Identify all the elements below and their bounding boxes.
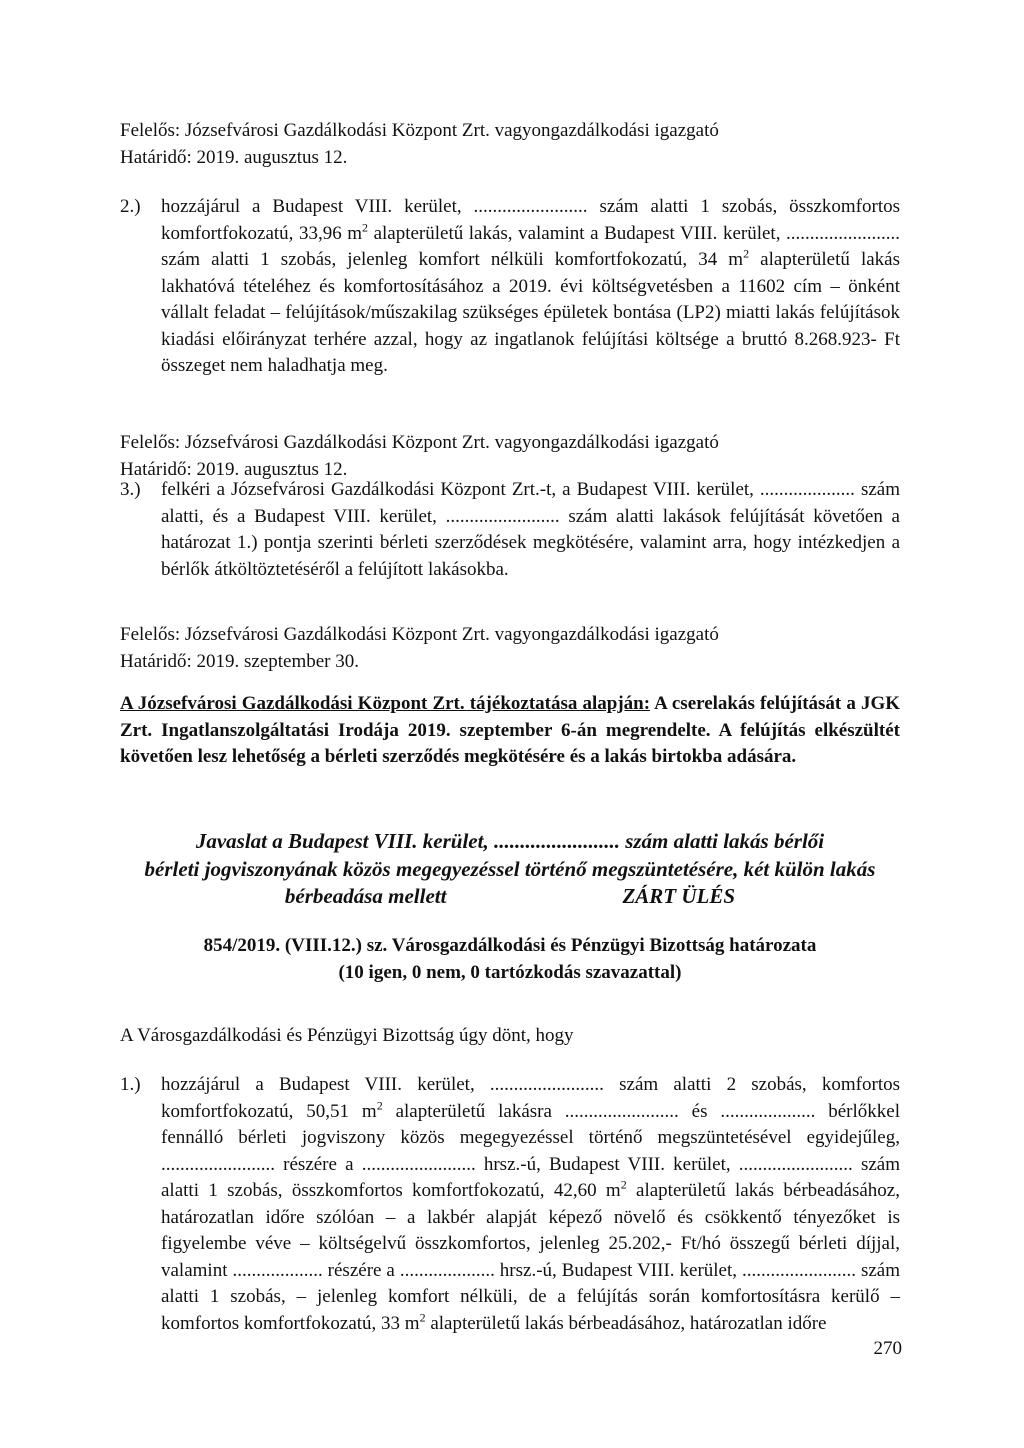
proposal-title-line-2: bérleti jogviszonyának közös megegyezéssel történő megszüntetésére, két külön lakás bbox=[144, 856, 876, 881]
deadline-line-2: Határidő: 2019. augusztus 12. bbox=[120, 459, 348, 480]
deadline-line-3: Határidő: 2019. szeptember 30. bbox=[120, 651, 360, 672]
closed-session-label: ZÁRT ÜLÉS bbox=[622, 884, 736, 908]
page-number: 270 bbox=[873, 1338, 902, 1359]
resolution-title: 854/2019. (VIII.12.) sz. Városgazdálkodási és Pénzügyi Bizottság határozata bbox=[203, 935, 817, 956]
resolution-heading bbox=[120, 933, 900, 986]
item-number-3: 3.) bbox=[120, 479, 141, 500]
item-3-text: felkéri a Józsefvárosi Gazdálkodási Központ Zrt.-t, a Budapest VIII. kerület, .................... szám alatti, és a Budapest VIII. kerület, ........................ szám alatti lakások felújítását követően a határozat 1.) pontja szerinti bérleti szerződések megkötésére, valamint arra, hogy intézkedjen a bérlők átköltöztetéséről a felújított lakásokba. bbox=[161, 479, 900, 580]
proposal-title bbox=[120, 828, 900, 911]
item-number-1: 1.) bbox=[120, 1074, 141, 1095]
item-number-2: 2.) bbox=[120, 196, 141, 217]
resolution-intro: A Városgazdálkodási és Pénzügyi Bizottság úgy dönt, hogy bbox=[120, 1025, 574, 1046]
responsible-line-3: Felelős: Józsefvárosi Gazdálkodási Központ Zrt. vagyongazdálkodási igazgató bbox=[120, 624, 719, 645]
proposal-title-line-1: Javaslat a Budapest VIII. kerület, ........................ szám alatti lakás bérlői bbox=[195, 829, 825, 853]
item-1-text: hozzájárul a Budapest VIII. kerület, ........................ szám alatti 2 szobás, komfortos komfortfokozatú, 50,51 $m^2$ alapterületű lakásra ........................ és .................... bérlőkkel fennálló bérleti jogviszony közös megegyezéssel történő megszüntetésével egyidejűleg, ........................ részére a ........................ hrsz.-ú, Budapest VIII. kerület, ........................ szám alatti 1 szobás, összkomfortos komfortfokozatú, 42,60 $m^2$ alapterületű lakás bérbeadásához, határozatlan időre szólóan – a lakbér alapját képező növelő és csökkentő tényezőket is figyelembe véve – költségelvű összkomfortos, jelenleg 25.202,- Ft/hó összegű bérleti díjjal, valamint ................... részére a .................... hrsz.-ú, Budapest VIII. kerület, ........................ szám alatti 1 szobás, – jelenleg komfort nélküli, de a felújítás során komfortosításra kerülő – komfortos komfortfokozatú, 33 $m^2$ alapterületű lakás bérbeadásához, határozatlan időre bbox=[161, 1074, 900, 1334]
info-source-label: A Józsefvárosi Gazdálkodási Központ Zrt. tájékoztatása alapján: bbox=[120, 693, 651, 714]
info-paragraph: A Józsefvárosi Gazdálkodási Központ Zrt. tájékoztatása alapján: A cserelakás felújítását a JGK Zrt. Ingatlanszolgáltatási Irodája 2019. szeptember 6-án megrendelte. A felújítás elkészültét követően lesz lehetőség a bérleti szerződés megkötésére és a lakás birtokba adására. bbox=[120, 693, 901, 767]
deadline-line-1: Határidő: 2019. augusztus 12. bbox=[120, 147, 348, 168]
responsible-line-2: Felelős: Józsefvárosi Gazdálkodási Központ Zrt. vagyongazdálkodási igazgató bbox=[120, 432, 719, 453]
responsible-line-1: Felelős: Józsefvárosi Gazdálkodási Központ Zrt. vagyongazdálkodási igazgató bbox=[120, 120, 719, 141]
resolution-votes: (10 igen, 0 nem, 0 tartózkodás szavazattal) bbox=[338, 961, 682, 983]
item-2-text: hozzájárul a Budapest VIII. kerület, ........................ szám alatti 1 szobás, összkomfortos komfortfokozatú, 33,96 $m^2$ alapterületű lakás, valamint a Budapest VIII. kerület, ........................ szám alatti 1 szobás, jelenleg komfort nélküli komfortfokozatú, 34 $m^2$ alapterületű lakás lakhatóvá tételéhez és komfortosításához a 2019. évi költségvetésben a 11602 cím – önként vállalt feladat – felújítások/műszakilag szükséges épületek bontása (LP2) miatti lakás felújítások kiadási előirányzat terhére azzal, hogy az ingatlanok felújítási költsége a bruttó 8.268.923- Ft összeget nem haladhatja meg. bbox=[161, 196, 900, 376]
proposal-title-line-3: bérbeadása mellett bbox=[284, 884, 447, 908]
